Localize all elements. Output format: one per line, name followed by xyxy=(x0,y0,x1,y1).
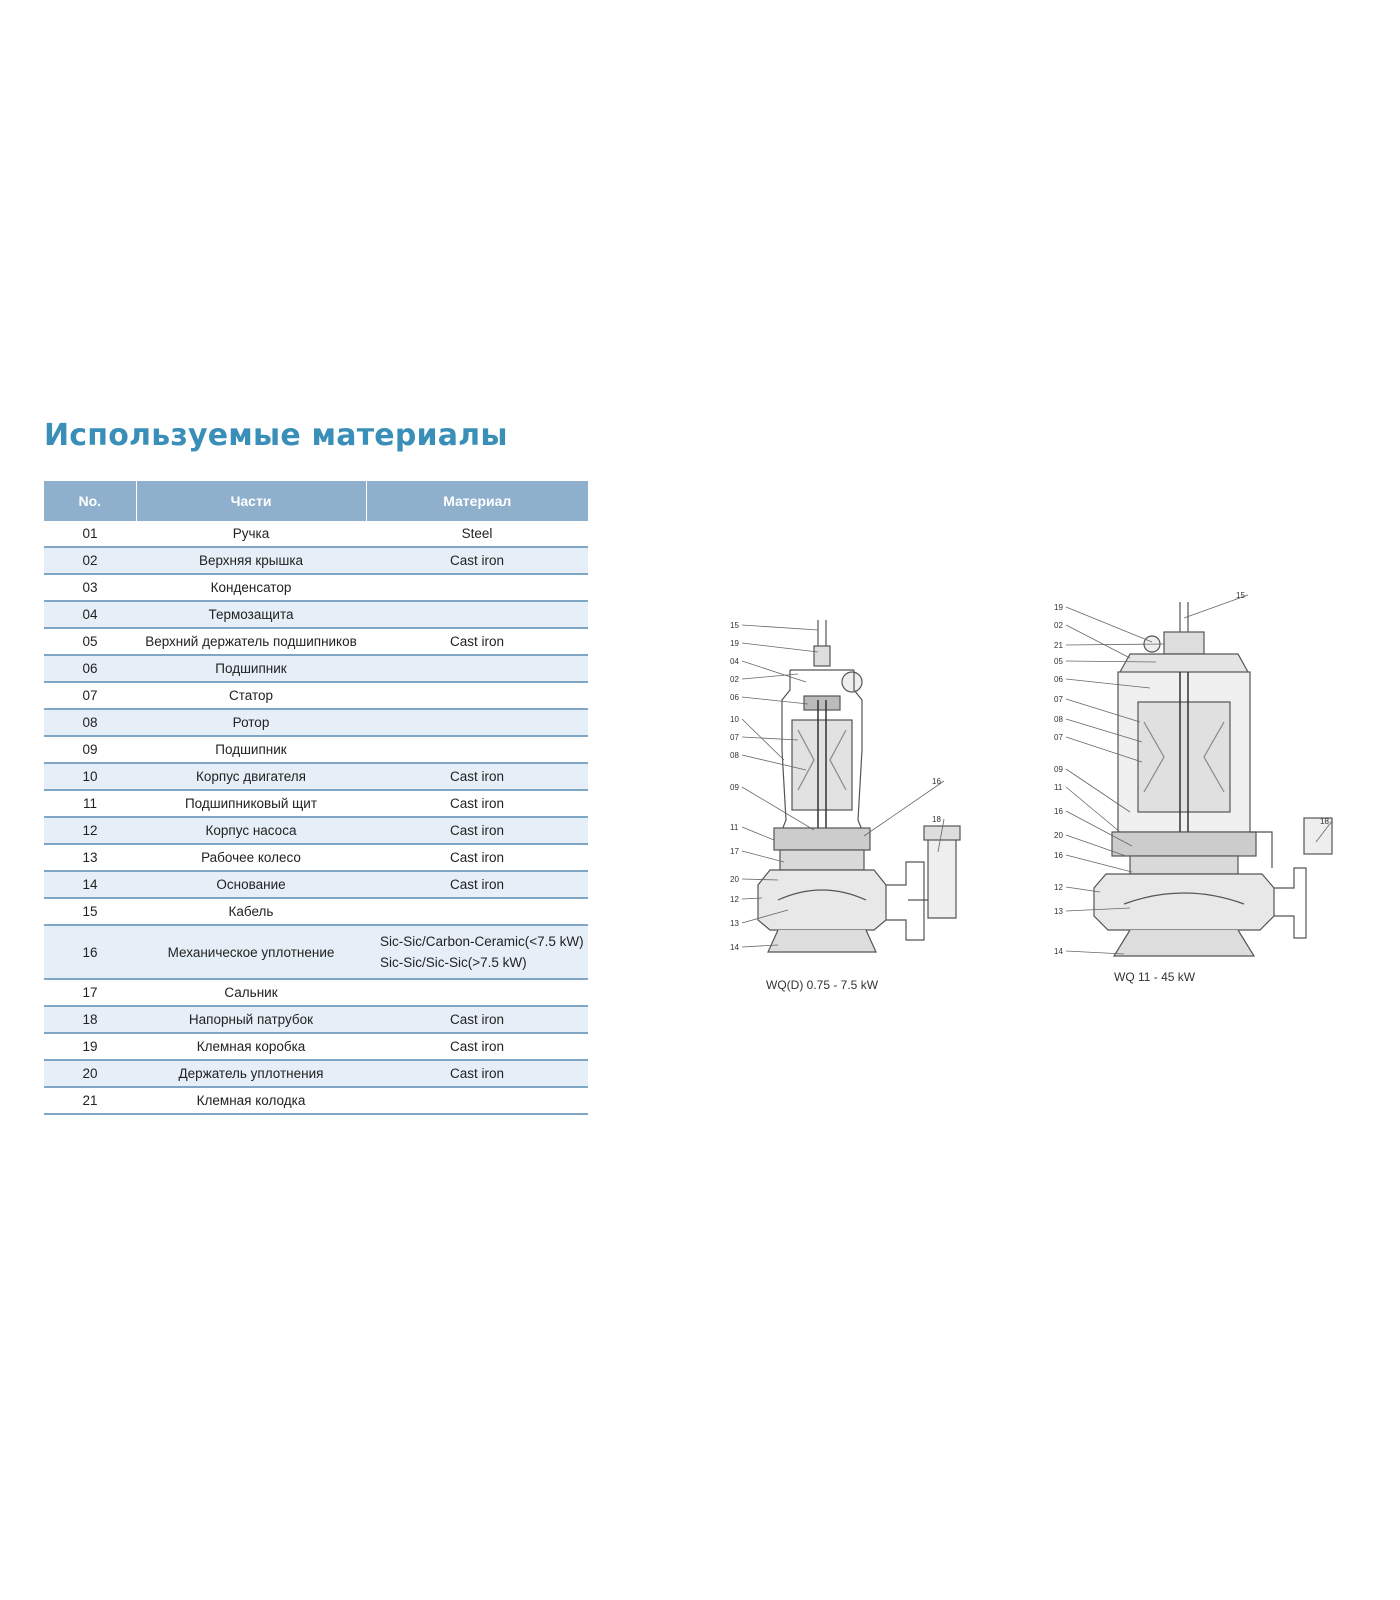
cell-part: Конденсатор xyxy=(136,574,366,601)
materials-table-body xyxy=(44,521,588,1114)
cell-no: 15 xyxy=(44,898,136,925)
cell-part: Подшипник xyxy=(136,655,366,682)
cell-material xyxy=(366,709,588,736)
header-material: Материал xyxy=(366,481,588,521)
callout-number: 19 xyxy=(730,639,739,648)
callout-number: 15 xyxy=(730,621,739,630)
table-row xyxy=(44,1033,588,1060)
page-title: Используемые материалы xyxy=(44,418,508,453)
cell-part: Рабочее колесо xyxy=(136,844,366,871)
cell-part: Основание xyxy=(136,871,366,898)
callout-number: 12 xyxy=(1054,883,1063,892)
callout-number: 08 xyxy=(1054,715,1063,724)
header-part: Части xyxy=(136,481,366,521)
cell-no: 13 xyxy=(44,844,136,871)
callout-number: 14 xyxy=(1054,947,1063,956)
material-line: Sic-Sic/Carbon-Ceramic(<7.5 kW) xyxy=(380,934,584,949)
material-line: Sic-Sic/Sic-Sic(>7.5 kW) xyxy=(380,955,527,970)
diagram-caption-large: WQ 11 - 45 kW xyxy=(1114,970,1196,984)
pump-cross-section-small xyxy=(718,600,988,970)
table-row xyxy=(44,736,588,763)
callout-number: 21 xyxy=(1054,641,1063,650)
callout-number: 11 xyxy=(1054,783,1063,792)
cell-no: 06 xyxy=(44,655,136,682)
table-row xyxy=(44,1087,588,1114)
cell-material xyxy=(366,682,588,709)
callout-number: 02 xyxy=(1054,621,1063,630)
callout-number: 20 xyxy=(730,875,739,884)
callout-number: 04 xyxy=(730,657,739,666)
pump-cross-section-large xyxy=(1054,591,1360,972)
cell-material xyxy=(366,925,588,979)
cell-material xyxy=(366,1006,588,1033)
material-line: Cast iron xyxy=(449,553,505,568)
table-row xyxy=(44,790,588,817)
cell-part: Клемная коробка xyxy=(136,1033,366,1060)
table-row xyxy=(44,709,588,736)
table-row xyxy=(44,871,588,898)
cell-part: Механическое уплотнение xyxy=(136,925,366,979)
cell-part: Кабель xyxy=(136,898,366,925)
cell-no: 17 xyxy=(44,979,136,1006)
callout-leader-line xyxy=(742,625,818,630)
cell-no: 03 xyxy=(44,574,136,601)
cell-no: 20 xyxy=(44,1060,136,1087)
callout-number: 06 xyxy=(730,693,739,702)
cell-part: Клемная колодка xyxy=(136,1087,366,1114)
material-line: Cast iron xyxy=(449,877,505,892)
table-row xyxy=(44,979,588,1006)
callout-number: 16 xyxy=(932,777,941,786)
cell-part: Держатель уплотнения xyxy=(136,1060,366,1087)
cell-no: 05 xyxy=(44,628,136,655)
cell-material xyxy=(366,871,588,898)
callout-number: 17 xyxy=(730,847,739,856)
cell-part: Верхний держатель подшипников xyxy=(136,628,366,655)
materials-table xyxy=(44,481,588,1115)
callout-number: 07 xyxy=(1054,695,1063,704)
cell-part: Подшипник xyxy=(136,736,366,763)
callout-number: 20 xyxy=(1054,831,1063,840)
callout-number: 02 xyxy=(730,675,739,684)
cell-part: Корпус насоса xyxy=(136,817,366,844)
table-row xyxy=(44,763,588,790)
diagram-caption-small: WQ(D) 0.75 - 7.5 kW xyxy=(766,978,879,992)
cell-part: Ротор xyxy=(136,709,366,736)
callout-leader-line xyxy=(742,661,806,682)
callout-number: 12 xyxy=(730,895,739,904)
cell-material xyxy=(366,1087,588,1114)
table-header-row xyxy=(44,481,588,521)
callout-leader-line xyxy=(742,697,808,704)
cell-material xyxy=(366,898,588,925)
cell-part: Сальник xyxy=(136,979,366,1006)
callout-leader-line xyxy=(742,719,784,760)
cell-material xyxy=(366,547,588,574)
cell-material xyxy=(366,574,588,601)
material-line: Cast iron xyxy=(449,1066,505,1081)
cell-no: 16 xyxy=(44,925,136,979)
cell-part: Ручка xyxy=(136,521,366,547)
cell-material xyxy=(366,979,588,1006)
table-row xyxy=(44,574,588,601)
table-row xyxy=(44,682,588,709)
callout-number: 08 xyxy=(730,751,739,760)
callout-number: 15 xyxy=(1236,591,1245,600)
table-row xyxy=(44,817,588,844)
pump-drawing-large xyxy=(1054,591,1360,984)
cell-material xyxy=(366,790,588,817)
callout-leader-line xyxy=(742,827,774,840)
callout-number: 18 xyxy=(932,815,941,824)
callout-number: 19 xyxy=(1054,603,1063,612)
material-line: Cast iron xyxy=(449,850,505,865)
cell-no: 18 xyxy=(44,1006,136,1033)
header-no: No. xyxy=(44,481,136,521)
cell-no: 08 xyxy=(44,709,136,736)
cell-no: 09 xyxy=(44,736,136,763)
table-row xyxy=(44,1006,588,1033)
callout-leader-line xyxy=(1066,625,1130,658)
cell-no: 21 xyxy=(44,1087,136,1114)
cell-material xyxy=(366,736,588,763)
cell-material xyxy=(366,601,588,628)
callout-leader-line xyxy=(742,737,798,740)
cell-no: 04 xyxy=(44,601,136,628)
material-line: Steel xyxy=(461,526,493,541)
table-row xyxy=(44,898,588,925)
material-line: Cast iron xyxy=(449,823,505,838)
callout-number: 05 xyxy=(1054,657,1063,666)
cell-no: 10 xyxy=(44,763,136,790)
cell-no: 01 xyxy=(44,521,136,547)
callout-number: 16 xyxy=(1054,807,1063,816)
cell-material xyxy=(366,628,588,655)
callout-number: 18 xyxy=(1320,817,1329,826)
callout-number: 13 xyxy=(1054,907,1063,916)
pump-drawing-small xyxy=(718,600,988,992)
callout-leader-line xyxy=(1066,951,1124,954)
table-row xyxy=(44,844,588,871)
material-line: Cast iron xyxy=(449,796,505,811)
callout-number: 09 xyxy=(1054,765,1063,774)
callout-number: 10 xyxy=(730,715,739,724)
callout-number: 07 xyxy=(730,733,739,742)
callout-number: 14 xyxy=(730,943,739,952)
cell-material xyxy=(366,655,588,682)
callout-leader-line xyxy=(1066,607,1152,642)
callout-number: 06 xyxy=(1054,675,1063,684)
callout-number: 13 xyxy=(730,919,739,928)
cell-no: 12 xyxy=(44,817,136,844)
callout-number: 07 xyxy=(1054,733,1063,742)
material-line: Cast iron xyxy=(449,1039,505,1054)
callout-leader-line xyxy=(742,851,784,862)
cell-no: 07 xyxy=(44,682,136,709)
cell-no: 14 xyxy=(44,871,136,898)
material-line: Cast iron xyxy=(449,634,505,649)
callout-leader-line xyxy=(1066,855,1132,872)
cell-material xyxy=(366,763,588,790)
cell-material xyxy=(366,1060,588,1087)
callout-number: 11 xyxy=(730,823,739,832)
table-row xyxy=(44,925,588,979)
cell-material xyxy=(366,844,588,871)
table-row xyxy=(44,655,588,682)
cell-part: Напорный патрубок xyxy=(136,1006,366,1033)
cell-part: Подшипниковый щит xyxy=(136,790,366,817)
cell-no: 11 xyxy=(44,790,136,817)
cell-no: 19 xyxy=(44,1033,136,1060)
cell-part: Корпус двигателя xyxy=(136,763,366,790)
cell-part: Термозащита xyxy=(136,601,366,628)
table-row xyxy=(44,547,588,574)
material-line: Cast iron xyxy=(449,769,505,784)
table-row xyxy=(44,601,588,628)
cell-part: Статор xyxy=(136,682,366,709)
material-line: Cast iron xyxy=(449,1012,505,1027)
cell-material xyxy=(366,1033,588,1060)
cell-part: Верхняя крышка xyxy=(136,547,366,574)
table-row xyxy=(44,521,588,547)
table-row xyxy=(44,628,588,655)
callout-number: 09 xyxy=(730,783,739,792)
callout-leader-line xyxy=(742,643,818,652)
callout-number: 16 xyxy=(1054,851,1063,860)
cell-no: 02 xyxy=(44,547,136,574)
cell-material xyxy=(366,521,588,547)
table-row xyxy=(44,1060,588,1087)
cell-material xyxy=(366,817,588,844)
